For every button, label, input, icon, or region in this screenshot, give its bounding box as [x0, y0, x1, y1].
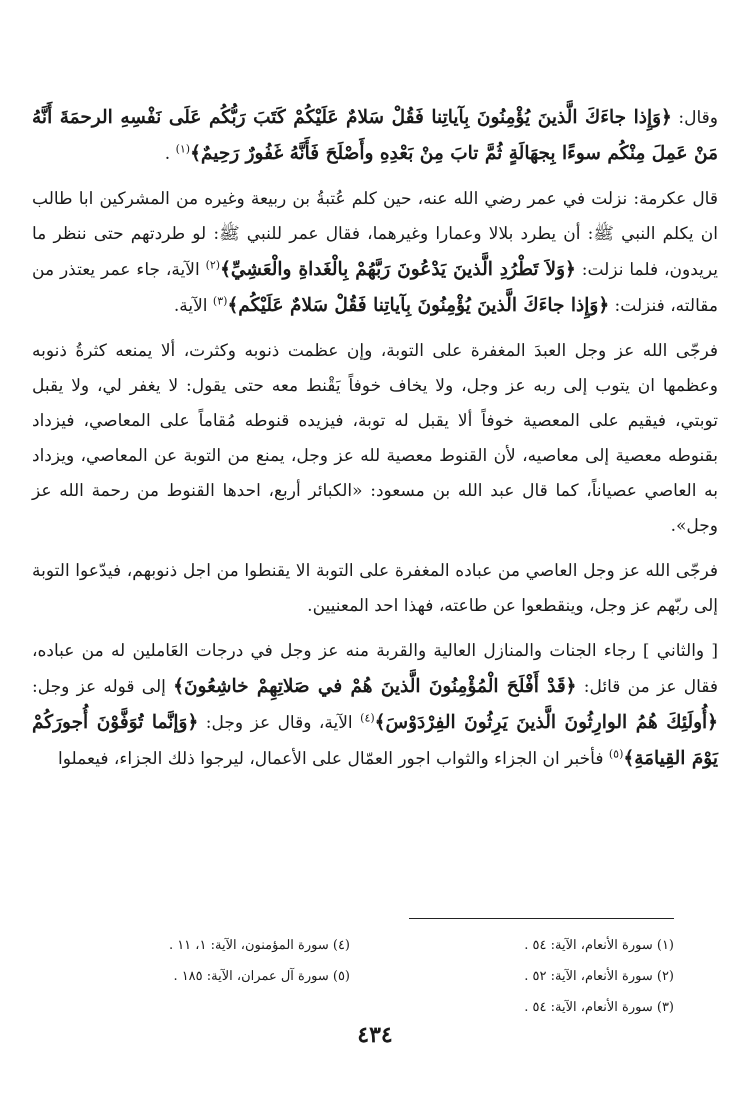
- paragraph-text: الآية، جاء عمر يعتذر من مقالته، فنزلت:: [32, 260, 718, 316]
- paragraph-text: فأخبر ان الجزاء والثواب اجور العمّال على الأعمال، ليرجوا ذلك الجزاء، فيعملوا: [58, 749, 609, 769]
- footnotes-column-right: [404, 930, 674, 1023]
- quran-quote: ﴿وَإِذا جاءَكَ الَّذينَ يُؤْمِنُونَ بِآياتِنا فَقُلْ سَلامٌ عَلَيْكُمْ كَتَبَ رَبُّكُم عَلَى نَفْسِهِ الرحمَةَ أَنَّهُ مَنْ عَمِلَ مِنْكُم سوءًا بِجهَالَةٍ ثُمَّ تابَ مِنْ بَعْدِهِ وأَصْلَحَ فَأَنَّهُ غَفُورٌ رَحِيمٌ﴾: [32, 107, 718, 164]
- quran-quote: ﴿وَلاَ تَطْرُدِ الَّذينَ يَدْعُونَ رَبَّهُمْ بِالْغَداةِ والْعَشِيِّ﴾: [220, 259, 576, 280]
- paragraph-tail: .: [164, 144, 176, 164]
- footnote: (٤) سورة المؤمنون، الآية: ١، ١١ .: [168, 938, 350, 953]
- paragraph-text: فرجّى الله عز وجل العبدَ المغفرة على التوبة، وإن عظمت ذنوبه وكثرت، ألا يمنعه كثرةُ ذنوبه وعظمها ان يتوب إلى ربه عز وجل، ولا يخاف خوفاً يَقْنط معه حتى يقول: لا يغفر لي، ولا يقبل توبتي، فيقيم على المعصية خوفاً ألا يقبل له توبة، فيزيده قنوطه مُقاماً على المعاصي، فيزداد بقنوطه معصية إلى معاصيه، لأن القنوط معصية لله عز وجل، يمنع من التوبة عن المعاصي، ويزداد به العاصي عصياناً، كما قال عبد الله بن مسعود: «الكبائر أربع، احدها القنوط من رحمة الله عز وجل».: [32, 341, 718, 536]
- footnote-divider: [409, 918, 674, 919]
- footnote-ref: (٥): [608, 747, 624, 761]
- paragraph-5: [32, 634, 718, 777]
- paragraph-text: فرجّى الله عز وجل العاصي من عباده المغفرة على التوبة الا يقنطوا من اجل ذنوبهم، فيدّعوا التوبة إلى ربّهم عز وجل، وينقطعوا عن طاعته، فهذا احد المعنيين.: [32, 561, 718, 616]
- footnote-ref: (٣): [212, 294, 228, 308]
- quran-quote: ﴿وَإنَّما تُوَفَّوْنَ أُجورَكُمْ يَوْمَ القِيامَةِ﴾: [32, 712, 718, 769]
- paragraph-2: [32, 182, 718, 324]
- paragraph-1: [32, 100, 718, 172]
- paragraph-text: إلى قوله عز وجل:: [32, 677, 174, 697]
- paragraph-text: الآية.: [173, 296, 213, 316]
- footnote-ref: (١): [175, 142, 191, 156]
- footnote: (٥) سورة آل عمران، الآية: ١٨٥ .: [173, 969, 350, 984]
- quran-quote: ﴿أُولَئِكَ هُمُ الوارِثُونَ الَّذينَ يَرِثُونَ الفِرْدَوْسَ﴾: [374, 712, 719, 733]
- footnotes-column-left: [70, 930, 350, 992]
- footnote: (٢) سورة الأنعام، الآية: ٥٢ .: [524, 969, 674, 984]
- paragraph-4: [32, 554, 718, 624]
- footnote: (٣) سورة الأنعام، الآية: ٥٤ .: [524, 1000, 674, 1015]
- quran-quote: ﴿وَإِذا جاءَكَ الَّذينَ يُؤْمِنُونَ بِآياتِنا فَقُلْ سَلامٌ عَلَيْكُم﴾: [227, 295, 610, 316]
- paragraph-text: الآية، وقال عز وجل:: [198, 713, 361, 733]
- paragraph-text: قال عكرمة: نزلت في عمر رضي الله عنه، حين كلم عُتبةُ بن ربيعة وغيره من المشركين ابا طالب ان يكلم النبي ﷺ: أن يطرد بلالا وعمارا وغيرهما، فقال عمر للنبي ﷺ: لو طردتهم حتى ننظر ما يريدون، فلما نزلت:: [32, 189, 718, 280]
- paragraph-3: [32, 334, 718, 544]
- page-number: ٤٣٤: [357, 1022, 393, 1048]
- footnote-ref: (٤): [360, 711, 375, 725]
- page-body: [32, 100, 718, 787]
- footnote-ref: (٢): [205, 258, 221, 272]
- paragraph-text: [ والثاني ] رجاء الجنات والمنازل العالية والقربة منه عز وجل في درجات العَاملين له من عباده، فقال عز من قائل:: [32, 641, 718, 697]
- paragraph-intro: وقال:: [671, 108, 718, 128]
- quran-quote: ﴿قَدْ أَفْلَحَ الْمُؤْمِنُونَ الَّذينَ هُمْ في صَلاتِهِمْ خاشِعُونَ﴾: [173, 676, 577, 697]
- footnote: (١) سورة الأنعام، الآية: ٥٤ .: [524, 938, 674, 953]
